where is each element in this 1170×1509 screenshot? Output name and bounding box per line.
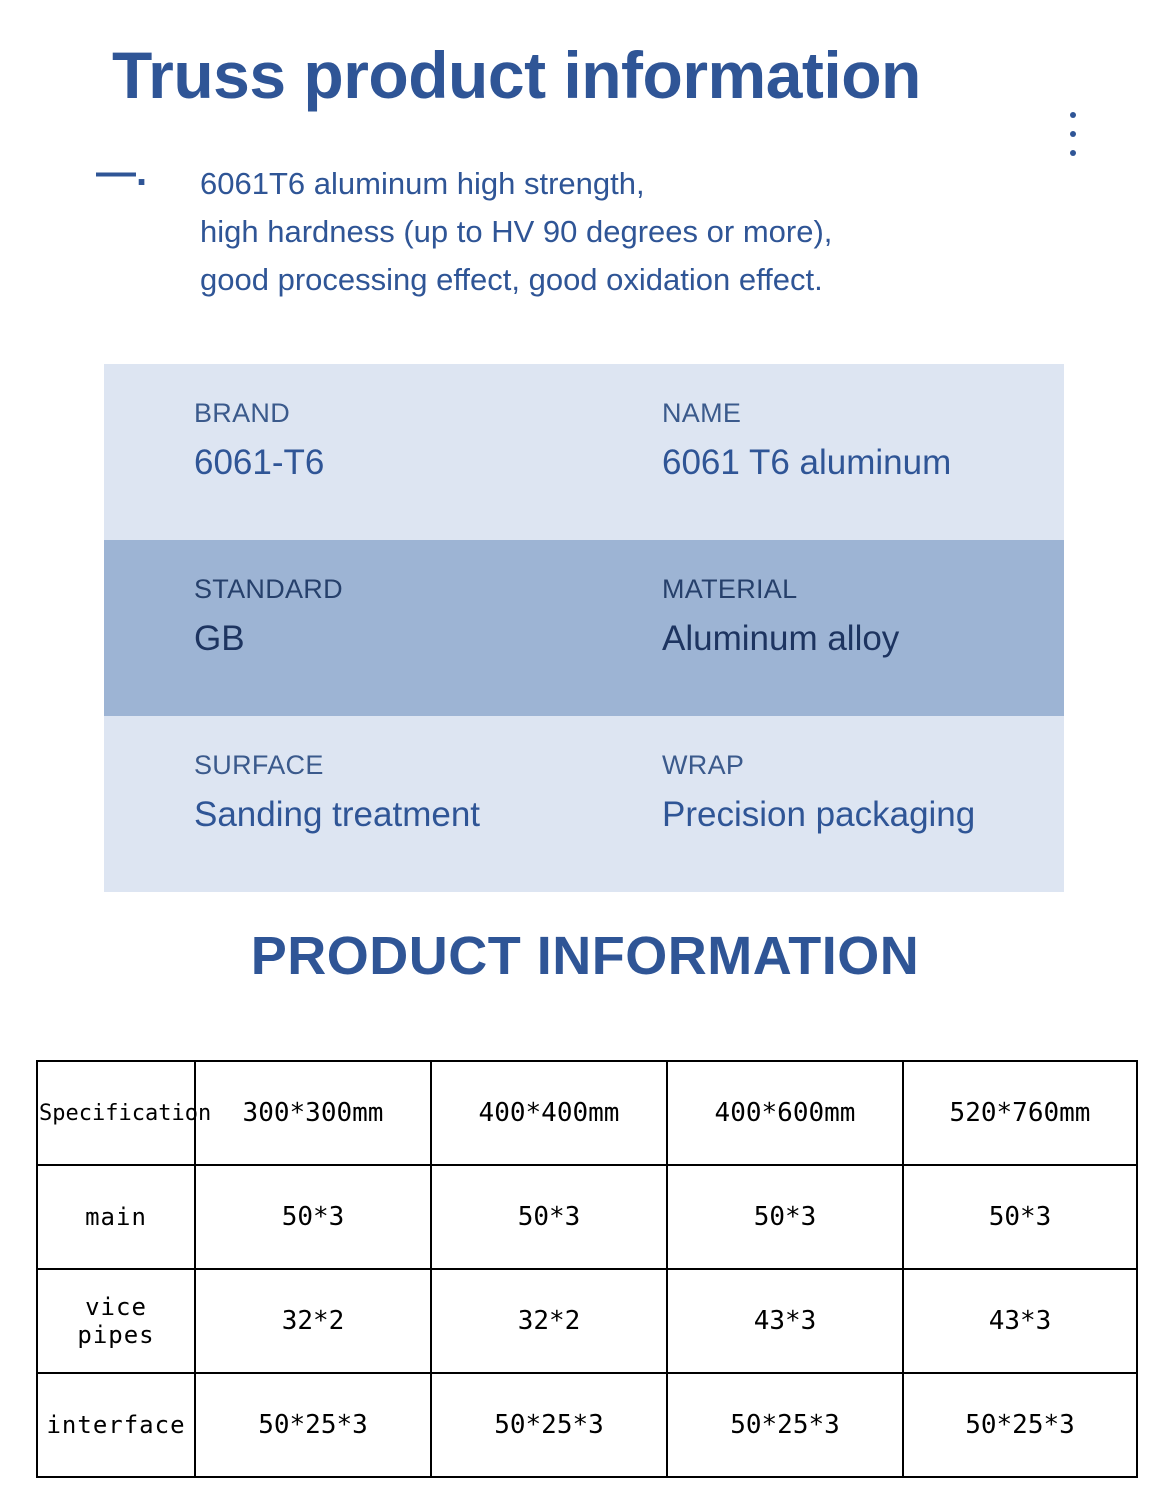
spec-cell-surface: [104, 716, 596, 892]
intro-line-1: 6061T6 aluminum high strength,: [200, 166, 645, 201]
section-heading-product-information: PRODUCT INFORMATION: [250, 926, 920, 986]
spec-value-surface: Sanding treatment: [194, 795, 481, 834]
row-label-main: main: [37, 1165, 195, 1269]
spec-key-standard: STANDARD: [194, 574, 343, 604]
cell-main-3: 50*3: [667, 1165, 903, 1269]
cell-vice-2: 32*2: [431, 1269, 667, 1373]
spec-value-standard: GB: [194, 619, 245, 658]
spec-key-material: MATERIAL: [662, 574, 798, 604]
header-size-3: 400*600mm: [667, 1061, 903, 1165]
cell-main-1: 50*3: [195, 1165, 431, 1269]
spec-cell-wrap: [596, 716, 1064, 892]
spec-value-material: Aluminum alloy: [662, 619, 900, 658]
cell-interface-4: 50*25*3: [903, 1373, 1137, 1477]
spec-value-wrap: Precision packaging: [662, 795, 976, 834]
row-label-interface: interface: [37, 1373, 195, 1477]
header-size-4: 520*760mm: [903, 1061, 1137, 1165]
intro-paragraph: [200, 160, 1080, 304]
spec-value-name: 6061 T6 aluminum: [662, 443, 952, 482]
dot: [1070, 131, 1076, 137]
spec-row-brand-name: [104, 364, 1064, 540]
spec-cell-brand: [104, 364, 596, 540]
table-row: [37, 1373, 1137, 1477]
intro-line-3: good processing effect, good oxidation effect.: [200, 262, 823, 298]
spec-key-surface: SURFACE: [194, 750, 324, 780]
spec-cell-standard: [104, 540, 596, 716]
cell-interface-3: 50*25*3: [667, 1373, 903, 1477]
cell-main-4: 50*3: [903, 1165, 1137, 1269]
row-label-vice-pipes: vice pipes: [37, 1269, 195, 1373]
table-row: [37, 1165, 1137, 1269]
spec-row-surface-wrap: [104, 716, 1064, 892]
header-size-2: 400*400mm: [431, 1061, 667, 1165]
page-title: Truss product information: [112, 38, 921, 112]
table-row: [37, 1269, 1137, 1373]
dash-bullet-icon: —.: [96, 150, 148, 194]
header-size-1: 300*300mm: [195, 1061, 431, 1165]
cell-interface-2: 50*25*3: [431, 1373, 667, 1477]
cell-interface-1: 50*25*3: [195, 1373, 431, 1477]
table-row-header: [37, 1061, 1137, 1165]
spec-cell-material: [596, 540, 1064, 716]
cell-vice-1: 32*2: [195, 1269, 431, 1373]
dot: [1070, 150, 1076, 156]
product-information-table: [36, 1060, 1136, 1478]
spec-row-standard-material: [104, 540, 1064, 716]
cell-main-2: 50*3: [431, 1165, 667, 1269]
cell-vice-3: 43*3: [667, 1269, 903, 1373]
dot: [1070, 112, 1076, 118]
spec-key-wrap: WRAP: [662, 750, 745, 780]
cell-vice-4: 43*3: [903, 1269, 1137, 1373]
spec-cell-name: [596, 364, 1064, 540]
spec-key-brand: BRAND: [194, 398, 291, 428]
intro-line-2: high hardness (up to HV 90 degrees or more),: [200, 214, 833, 250]
specification-summary-table: [104, 364, 1064, 892]
spec-value-brand: 6061-T6: [194, 443, 325, 482]
spec-key-name: NAME: [662, 398, 742, 428]
header-specification: Specification: [37, 1061, 195, 1165]
